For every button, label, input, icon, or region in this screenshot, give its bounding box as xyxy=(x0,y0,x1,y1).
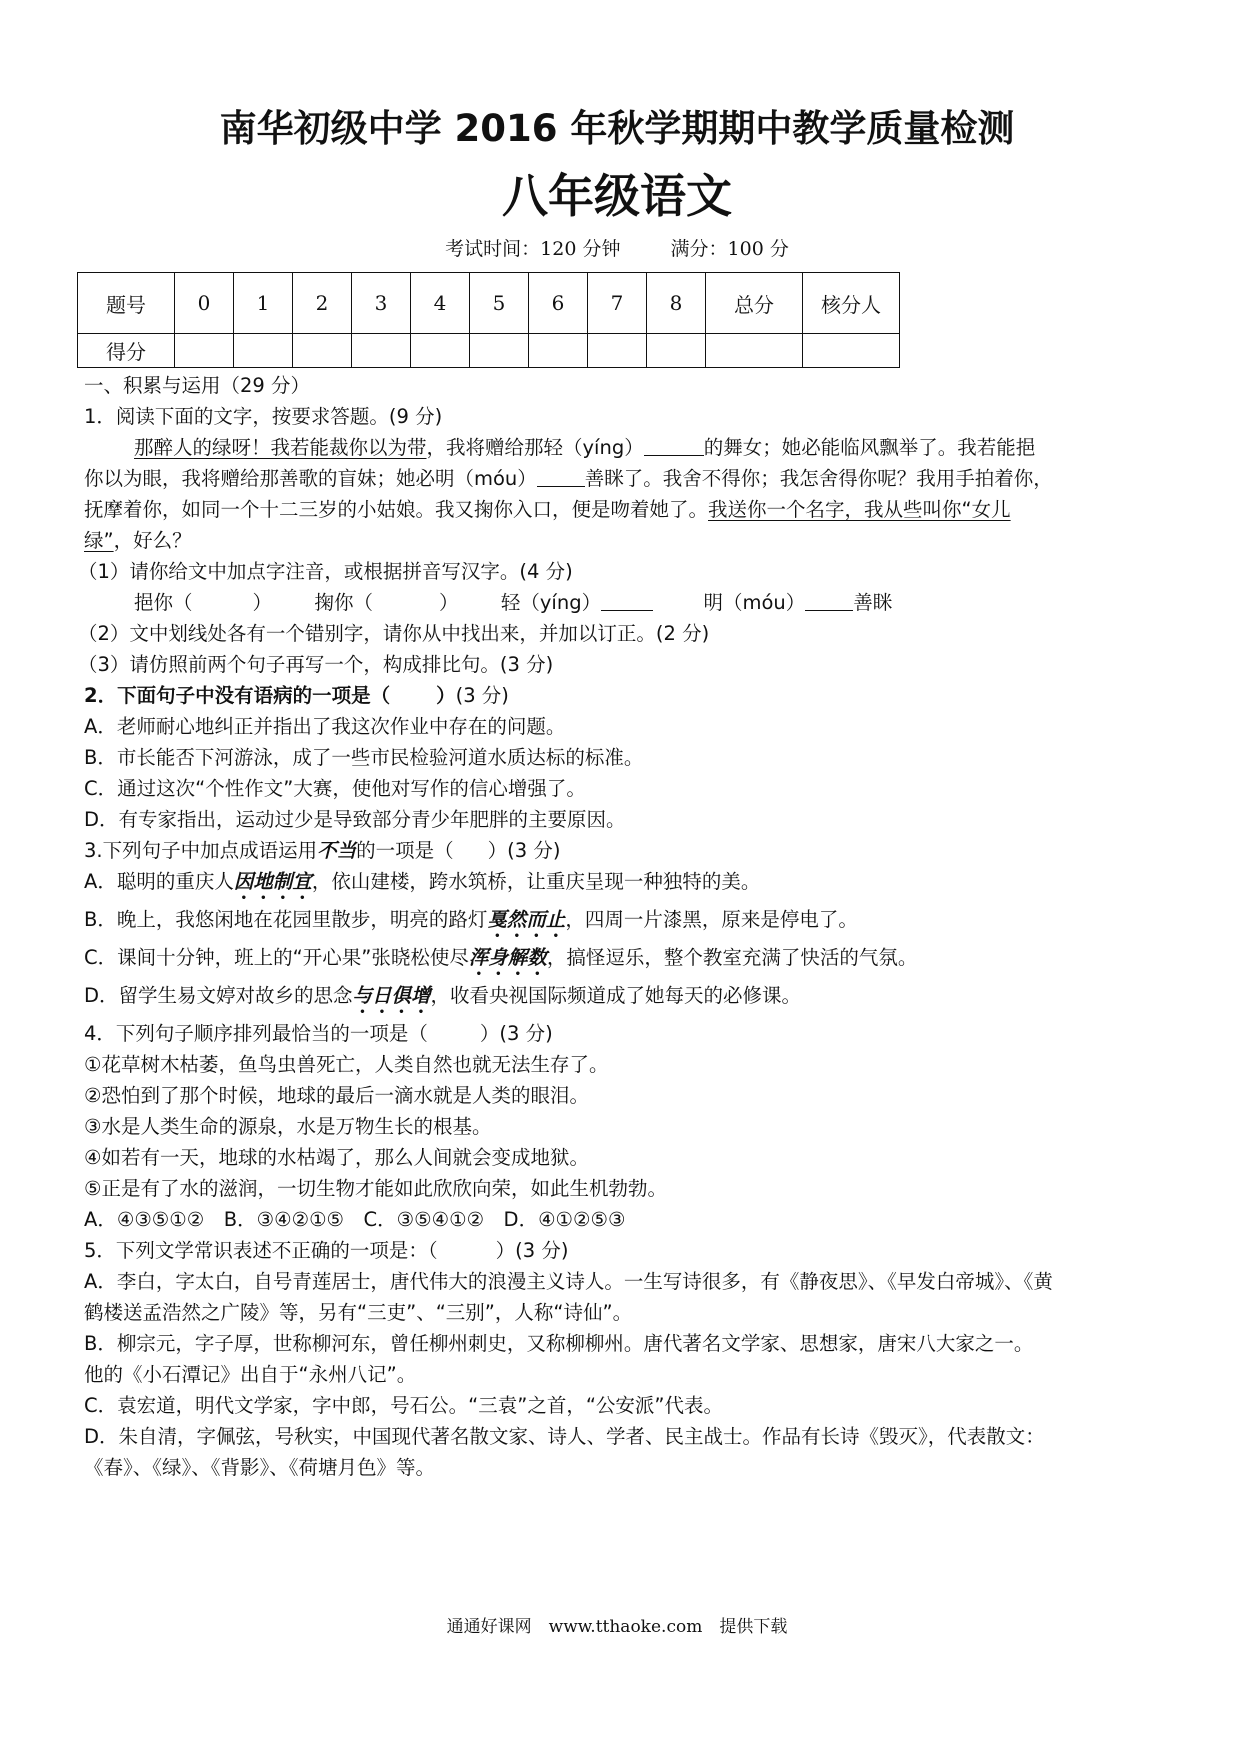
score-cell: 6 xyxy=(529,273,588,334)
score-row-label: 得分 xyxy=(78,334,175,368)
section-heading: 一、积累与运用（29 分） xyxy=(84,374,311,397)
q4-stem: 4．下列句子顺序排列最恰当的一项是（ ）(3 分) xyxy=(84,1022,553,1045)
score-cell: 题号 xyxy=(78,273,175,334)
score-table-score-row xyxy=(78,334,900,368)
q3-option: B．晚上，我悠闲地在花园里散步，明亮的路灯戛然而止，四周一片漆黑，原来是停电了。 xyxy=(84,908,858,931)
q1-sub1: （1）请你给文中加点字注音，或根据拼音写汉字。(4 分) xyxy=(78,560,573,583)
underlined-sentence: 我送你一个名字，我从些叫你“女儿 xyxy=(708,498,1011,521)
score-blank-cell[interactable] xyxy=(647,334,706,368)
score-cell: 2 xyxy=(293,273,352,334)
score-blank-cell[interactable] xyxy=(352,334,411,368)
answer-blank[interactable] xyxy=(805,590,853,611)
score-cell: 0 xyxy=(175,273,234,334)
q5-option-cont: 他的《小石潭记》出自于“永州八记”。 xyxy=(84,1363,417,1386)
exam-time: 考试时间：120 分钟 xyxy=(445,238,621,260)
q1-passage-line: 抚摩着你，如同一个十二三岁的小姑娘。我又掬你入口，便是吻着她了。我送你一个名字，我从些叫你“女儿 xyxy=(84,498,1011,521)
score-blank-cell[interactable] xyxy=(175,334,234,368)
q4-item: ①花草树木枯萎，鱼鸟虫兽死亡，人类自然也就无法生存了。 xyxy=(84,1053,609,1076)
score-blank-cell[interactable] xyxy=(470,334,529,368)
q1-passage-line: 你以为眼，我将赠给那善歌的盲妹；她必明（móu） 善眯了。我舍不得你；我怎舍得你呢？我用手拍着你， xyxy=(84,467,1053,490)
score-blank-cell[interactable] xyxy=(234,334,293,368)
exam-meta xyxy=(0,234,1234,261)
score-table-header-row xyxy=(78,273,900,334)
q5-option: A．李白，字太白，自号青莲居士，唐代伟大的浪漫主义诗人。一生写诗很多，有《静夜思》、《早发白帝城》、《黄 xyxy=(84,1270,1053,1293)
q5-stem: 5．下列文学常识表述不正确的一项是：（ ）(3 分) xyxy=(84,1239,569,1262)
q1-sub1-items: 挹你（ ） 掬你（ ） 轻（yíng） 明（móu） 善眯 xyxy=(134,591,893,614)
q4-item: ②恐怕到了那个时候，地球的最后一滴水就是人类的眼泪。 xyxy=(84,1084,589,1107)
q2-option: B．市长能否下河游泳，成了一些市民检验河道水质达标的标准。 xyxy=(84,746,644,769)
score-blank-cell[interactable] xyxy=(411,334,470,368)
score-cell: 核分人 xyxy=(803,273,900,334)
score-blank-cell[interactable] xyxy=(529,334,588,368)
score-cell: 1 xyxy=(234,273,293,334)
q1-sub3: （3）请仿照前两个句子再写一个，构成排比句。(3 分) xyxy=(78,653,554,676)
page-footer: 通通好课网 www.tthaoke.com 提供下载 xyxy=(446,1617,788,1637)
q5-option: D．朱自清，字佩弦，号秋实，中国现代著名散文家、诗人、学者、民主战士。作品有长诗《毁灭》，代表散文： xyxy=(84,1425,1045,1448)
underlined-sentence: 绿” xyxy=(84,529,114,552)
answer-blank[interactable] xyxy=(644,435,704,456)
idiom: 与日俱增 xyxy=(352,984,431,1007)
q5-option: C．袁宏道，明代文学家，字中郎，号石公。“三袁”之首，“公安派”代表。 xyxy=(84,1394,724,1417)
score-cell: 5 xyxy=(470,273,529,334)
exam-body xyxy=(78,370,1164,1483)
q5-option-cont: 《春》、《绿》、《背影》、《荷塘月色》等。 xyxy=(84,1456,436,1479)
q4-item: ③水是人类生命的源泉，水是万物生长的根基。 xyxy=(84,1115,492,1138)
q3-option: A．聪明的重庆人因地制宜，依山建楼，跨水筑桥，让重庆呈现一种独特的美。 xyxy=(84,870,761,893)
q2-option: D．有专家指出，运动过少是导致部分青少年肥胖的主要原因。 xyxy=(84,808,626,831)
q1-passage-line: 那醉人的绿呀！我若能裁你以为带，我将赠给那轻（yíng） 的舞女；她必能临风飘举了。我若能挹 xyxy=(134,436,1036,459)
score-blank-cell[interactable] xyxy=(706,334,803,368)
underlined-sentence: 那醉人的绿呀！我若能裁你以为带 xyxy=(134,436,427,459)
score-blank-cell[interactable] xyxy=(803,334,900,368)
q2-option: C．通过这次“个性作文”大赛，使他对写作的信心增强了。 xyxy=(84,777,586,800)
score-blank-cell[interactable] xyxy=(293,334,352,368)
q4-options: A．④③⑤①② B．③④②①⑤ C．③⑤④①② D．④①②⑤③ xyxy=(84,1208,626,1231)
score-cell: 7 xyxy=(588,273,647,334)
q2-option: A．老师耐心地纠正并指出了我这次作业中存在的问题。 xyxy=(84,715,566,738)
full-score: 满分：100 分 xyxy=(670,238,789,260)
idiom: 因地制宜 xyxy=(233,870,312,893)
q4-item: ④如若有一天，地球的水枯竭了，那么人间就会变成地狱。 xyxy=(84,1146,589,1169)
q1-passage-line: 绿”，好么？ xyxy=(84,529,192,552)
exam-title: 南华初级中学 2016 年秋学期期中教学质量检测 xyxy=(219,107,1015,150)
subject-title: 八年级语文 xyxy=(502,169,732,223)
q1-stem: 1．阅读下面的文字，按要求答题。(9 分) xyxy=(84,405,443,428)
answer-blank[interactable] xyxy=(537,466,585,487)
q5-option-cont: 鹤楼送孟浩然之广陵》等，另有“三吏”、“三别”，人称“诗仙”。 xyxy=(84,1301,633,1324)
q3-stem: 3.下列句子中加点成语运用不当的一项是（ ）(3 分) xyxy=(84,839,561,862)
score-cell: 8 xyxy=(647,273,706,334)
q3-option: C．课间十分钟，班上的“开心果”张晓松使尽浑身解数，搞怪逗乐，整个教室充满了快活的气氛。 xyxy=(84,946,918,969)
score-cell: 3 xyxy=(352,273,411,334)
q1-sub2: （2）文中划线处各有一个错别字，请你从中找出来，并加以订正。(2 分) xyxy=(78,622,710,645)
score-table xyxy=(77,272,900,368)
q5-option: B．柳宗元，字子厚，世称柳河东，曾任柳州刺史，又称柳柳州。唐代著名文学家、思想家，唐宋八大家之一。 xyxy=(84,1332,1034,1355)
answer-blank[interactable] xyxy=(601,590,653,611)
idiom: 浑身解数 xyxy=(468,946,547,969)
score-cell: 4 xyxy=(411,273,470,334)
score-cell: 总分 xyxy=(706,273,803,334)
q2-stem: 2．下面句子中没有语病的一项是（ ）(3 分) xyxy=(84,684,509,707)
score-blank-cell[interactable] xyxy=(588,334,647,368)
q4-item: ⑤正是有了水的滋润，一切生物才能如此欣欣向荣，如此生机勃勃。 xyxy=(84,1177,667,1200)
q3-option: D．留学生易文婷对故乡的思念与日俱增，收看央视国际频道成了她每天的必修课。 xyxy=(84,984,802,1007)
idiom: 戛然而止 xyxy=(487,908,566,931)
